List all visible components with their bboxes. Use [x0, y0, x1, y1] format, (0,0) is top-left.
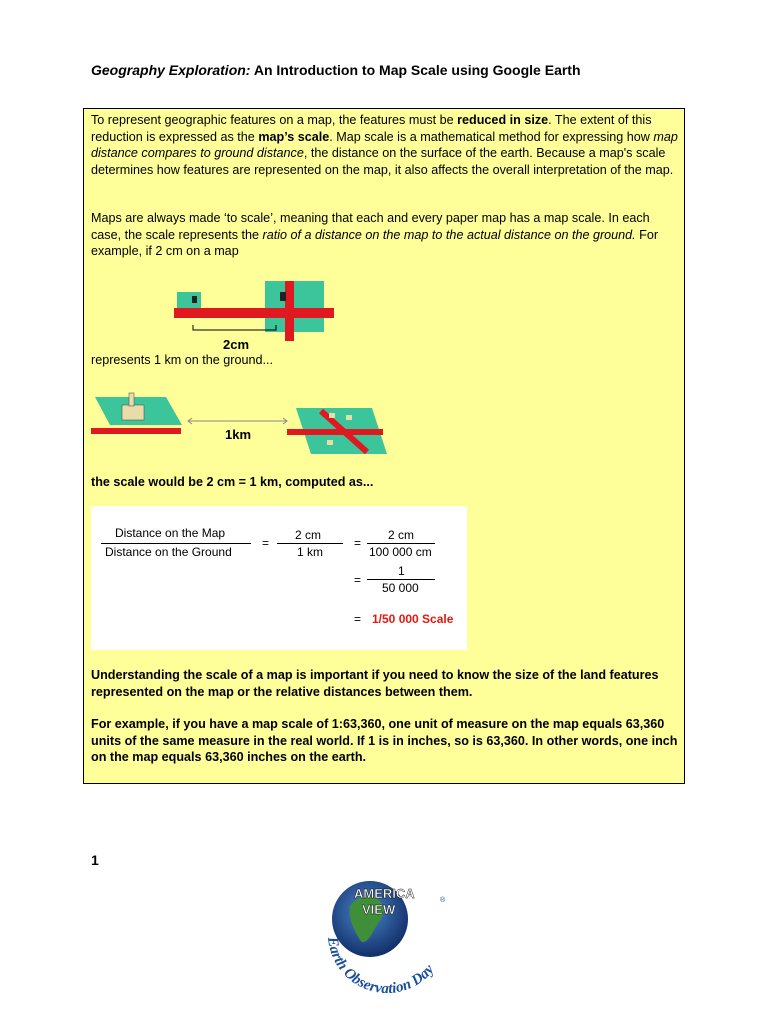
logo-trademark: ® [440, 897, 446, 904]
equals-sign-2: = [354, 536, 362, 550]
formula-f2-numerator: 2 cm [388, 528, 415, 542]
equals-sign-4: = [354, 612, 362, 626]
measure-bracket [193, 325, 276, 330]
caption-1km: 1km [225, 427, 252, 442]
paragraph-understanding: Understanding the scale of a map is important if you need to know the size of the land features represented on the map or the relative distances between them. [91, 668, 659, 699]
church-building [122, 405, 144, 420]
p1-segment: map distance compares to ground distance [91, 129, 678, 161]
p1-segment: , the distance on the surface of the earth. Because a map's scale determines how features are represented on the map, it also affects the overall interpretation of the map. [91, 146, 674, 177]
formula-lhs-numerator: Distance on the Map [115, 526, 226, 540]
ground-road-left [91, 428, 181, 434]
building-icon-large [280, 292, 286, 301]
ground-road-right-h [287, 429, 383, 435]
p2-segment: For example, if 2 cm on a map [91, 227, 659, 259]
americaview-logo [318, 864, 458, 1019]
logo-arc-textpath: Earth Observation Day [323, 935, 438, 998]
fraction-bar-3 [367, 579, 435, 580]
equals-sign-3: = [354, 573, 362, 587]
building-icon-small [192, 296, 197, 303]
map-2cm-diagram [84, 109, 684, 359]
map-block-small [177, 292, 201, 309]
p1-segment: map’s scale [258, 129, 330, 144]
house-icon-2 [346, 415, 352, 420]
formula-f1-numerator: 2 cm [295, 528, 322, 542]
p1-segment: . Map scale is a mathematical method for expressing how [329, 129, 654, 144]
ground-1km-diagram [84, 379, 684, 459]
title-italic: Geography Exploration: [91, 62, 251, 78]
page-number: 1 [91, 852, 99, 868]
document-title [91, 62, 581, 78]
formula-f3-denominator: 50 000 [382, 581, 419, 595]
formula-f2-denominator: 100 000 cm [369, 545, 432, 559]
p1-segment: To represent geographic features on a map, the features must be [91, 113, 458, 127]
formula-f1-denominator: 1 km [297, 545, 324, 559]
caption-2cm: 2cm [223, 337, 250, 352]
paragraph-example: For example, if you have a map scale of 1:63,360, one unit of measure on the map equals 63,360 units of the same measure in the real world. If 1 is in inches, so is 63,360. In other words, one inch on the map equals 63,360 inches on the earth. [91, 717, 678, 765]
title-rest: An Introduction to Map Scale using Google Earth [250, 62, 581, 78]
equals-sign-1: = [262, 536, 270, 550]
logo-text-mid: VIEW [362, 902, 396, 917]
house-icon-1 [329, 413, 335, 418]
fraction-bar-1 [277, 543, 343, 544]
p2-segment: ratio of a distance on the map to the actual distance on the ground. [262, 227, 636, 242]
scale-formula [91, 506, 467, 650]
map-block-large [265, 281, 324, 332]
scale-statement: the scale would be 2 cm = 1 km, computed as... [91, 475, 374, 489]
p2-segment: Maps are always made ‘to scale’, meaning that each and every paper map has a map scale. In each case, the scale represents the [91, 211, 650, 242]
formula-lhs-denominator: Distance on the Ground [105, 545, 232, 559]
formula-f3-numerator: 1 [398, 564, 405, 578]
p1-segment: . The extent of this reduction is expressed as the [91, 113, 652, 144]
fraction-bar-2 [367, 543, 435, 544]
scale-result: 1/50 000 Scale [372, 612, 454, 626]
content-box [83, 108, 685, 784]
map-road-vertical [285, 281, 294, 341]
represents-text: represents 1 km on the ground... [91, 353, 274, 367]
fraction-bar-lhs [101, 543, 251, 544]
map-road-horizontal [174, 308, 334, 318]
logo-text-top: AMERICA [354, 886, 415, 901]
church-tower [129, 393, 134, 406]
p1-segment: reduced in size [457, 113, 549, 127]
house-icon-3 [327, 440, 333, 445]
